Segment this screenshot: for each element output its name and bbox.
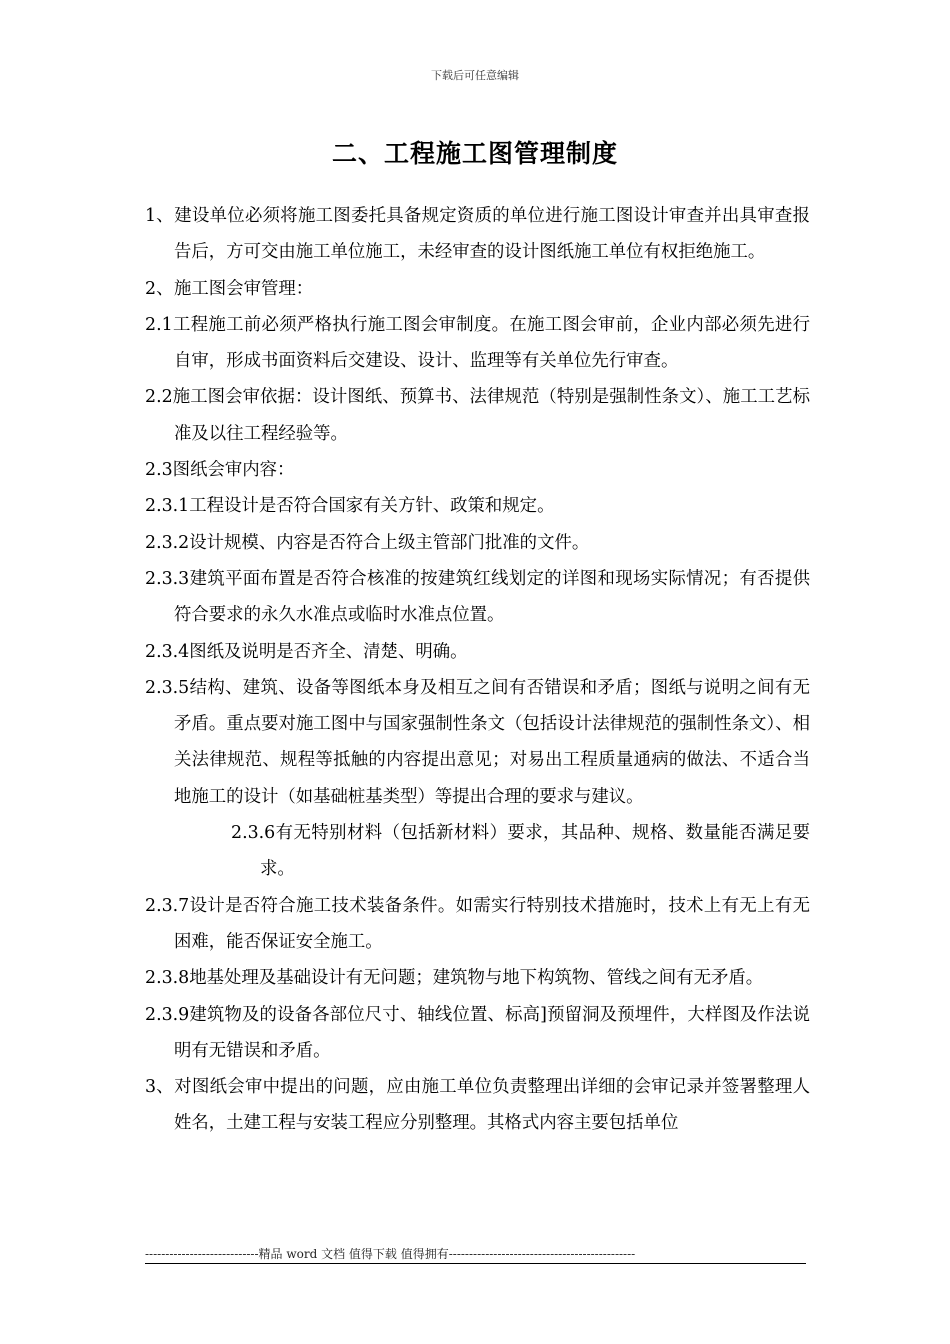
paragraph-number: 2.3.4 [145, 641, 190, 662]
paragraph-text: 有无特别材料（包括新材料）要求，其品种、规格、数量能否满足要求。 [260, 823, 810, 880]
paragraph-number: 3、 [145, 1077, 174, 1098]
page-footer: ----------------------------精品 word 文档 值得下载 值得拥有---------------------------------------------- [145, 1247, 636, 1261]
paragraph-number: 2.3.7 [145, 895, 190, 916]
paragraph-number: 2.3.6 [231, 823, 276, 844]
paragraph-text: 建筑平面布置是否符合核准的按建筑红线划定的详图和现场实际情况；有否提供符合要求的永久水准点或临时水准点位置。 [174, 568, 810, 626]
footer-divider [145, 1263, 806, 1264]
paragraph-text: 结构、建筑、设备等图纸本身及相互之间有否错误和矛盾；图纸与说明之间有无矛盾。重点要对施工图中与国家强制性条文（包括设计法律规范的强制性条文）、相关法律规范、规程等抵触的内容提出意见；对易出工程质量通病的做法、不适合当地施工的设计（如基础桩基类型）等提出合理的要求与建议。 [174, 677, 810, 807]
paragraph-text: 设计是否符合施工技术装备条件。如需实行特别技术措施时，技术上有无上有无困难，能否保证安全施工。 [174, 895, 810, 952]
paragraph-number: 2.3.3 [145, 568, 190, 589]
paragraph-number: 2.3.5 [145, 677, 190, 698]
paragraph-number: 2.3.1 [145, 496, 190, 517]
paragraph-text: 工程施工前必须严格执行施工图会审制度。在施工图会审前，企业内部必须先进行自审，形成书面资料后交建设、设计、监理等有关单位先行审查。 [172, 314, 810, 372]
paragraph-1 [145, 198, 810, 271]
paragraph-text: 对图纸会审中提出的问题，应由施工单位负责整理出详细的会审记录并签署整理人姓名，土建工程与安装工程应分别整理。其格式内容主要包括单位 [174, 1077, 810, 1134]
paragraph-number: 2.3.8 [145, 968, 190, 989]
paragraph-text: 地基处理及基础设计有无问题；建筑物与地下构筑物、管线之间有无矛盾。 [189, 968, 764, 989]
paragraph-3 [145, 1069, 810, 1142]
paragraph-number: 2.3.2 [145, 532, 190, 553]
paragraph-2-3-7 [145, 888, 810, 961]
paragraph-2-3-3 [145, 561, 810, 634]
paragraph-number: 2.2 [145, 387, 173, 408]
page-header: 下载后可任意编辑 [431, 69, 519, 82]
paragraph-text: 施工图会审管理： [174, 278, 314, 299]
paragraph-text: 图纸及说明是否齐全、清楚、明确。 [189, 641, 468, 662]
paragraph-2-3-9 [145, 997, 810, 1070]
paragraph-2-2 [145, 379, 810, 452]
paragraph-2 [145, 271, 810, 307]
paragraph-number: 2.1 [145, 314, 173, 335]
paragraph-text: 设计规模、内容是否符合上级主管部门批准的文件。 [189, 532, 590, 553]
document-body [145, 198, 810, 1142]
paragraph-text: 建筑物及的设备各部位尺寸、轴线位置、标高]预留洞及预埋件，大样图及作法说明有无错误和矛盾。 [174, 1004, 810, 1061]
paragraph-text: 建设单位必须将施工图委托具备规定资质的单位进行施工图设计审查并出具审查报告后，方可交由施工单位施工，未经审查的设计图纸施工单位有权拒绝施工。 [174, 206, 810, 263]
paragraph-2-3-4 [145, 634, 810, 670]
paragraph-number: 2.3 [145, 460, 173, 481]
paragraph-number: 2、 [145, 278, 174, 299]
paragraph-2-3-6 [231, 815, 810, 888]
paragraph-text: 图纸会审内容： [172, 460, 295, 481]
paragraph-2-3-1 [145, 488, 810, 524]
paragraph-2-1 [145, 307, 810, 380]
paragraph-2-3-5 [145, 670, 810, 815]
paragraph-number: 1、 [145, 206, 174, 226]
document-title: 二、工程施工图管理制度 [331, 139, 618, 168]
paragraph-text: 施工图会审依据：设计图纸、预算书、法律规范（特别是强制性条文）、施工工艺标准及以往工程经验等。 [172, 387, 810, 444]
paragraph-2-3-8 [145, 960, 810, 996]
paragraph-text: 工程设计是否符合国家有关方针、政策和规定。 [189, 496, 555, 517]
paragraph-2-3-2 [145, 525, 810, 561]
paragraph-2-3 [145, 452, 810, 488]
paragraph-number: 2.3.9 [145, 1004, 190, 1025]
